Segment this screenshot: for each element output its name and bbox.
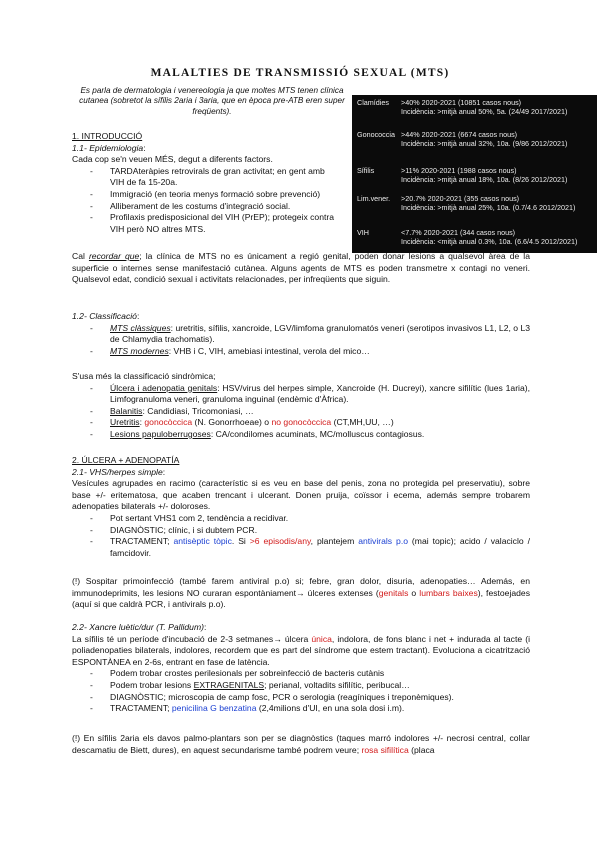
subsection-heading: 1.2- Classificació (72, 311, 137, 321)
text-run: , indolora, de fons blanc i net + indurada al tacte (i poliadenopaties bilaterals, indolores, recordem que es part del síndrome que estem tractant). Evoluciona a cicatrització ESPONTÀNEA en 2-6s, entrant en fase de latència. (72, 633, 530, 667)
section-classificacio (72, 311, 530, 357)
term-text: : uretritis, sífilis, xancroide, LGV/limfoma granulomatós veneri (serotipos invasivos L1, L2, o L3 de Chlamydia trachomatis). (110, 322, 530, 345)
stat-incidence: Incidència: <mitjà anual 0.3%, 10a. (6.6/4.5 2012/2021) (401, 237, 578, 246)
list-item: - DIAGNÒSTIC; clínic, i si dubtem PCR. (90, 525, 530, 537)
term-label: Úlcera i adenopatia genitals (110, 382, 218, 393)
text-run: TRACTAMENT; (110, 536, 174, 547)
text-run: ), festoejades (aquí si que caldrà PCR, i antivirals p.o). (72, 587, 531, 610)
section-heading: 1. INTRODUCCIÓ (72, 131, 143, 141)
list-item: - TARDAteràpies retrovirals de gran activitat; en gent amb VIH de fa 15-20a. (90, 166, 337, 189)
section-xancre (72, 622, 530, 715)
text-run: La sífilis té un període d'incubació de 2-3 setmanes→ úlcera (72, 633, 312, 644)
text-run: (mai topic); acido / valaciclo / famcidovir. (110, 536, 530, 558)
term-text: : Candidiasi, Tricomoniasi, … (142, 405, 254, 416)
term-text: : CA/condilomes acuminats, MC/molluscus contagiosus. (210, 428, 425, 439)
intro-note: Es parla de dermatologia i venereologia ja que moltes MTS tenen clínica cutanea (sobretot la sífilis 2aria i 3aria, que en època pre-ATB eren super freqüents). (79, 86, 345, 116)
subsection-heading: 2.1- VHS/herpes simple (72, 466, 163, 477)
stat-name: Clamídies (357, 98, 389, 107)
syndromic-classification (72, 371, 530, 441)
document-title: MALALTIES DE TRANSMISSIÓ SEXUAL (MTS) (150, 67, 450, 79)
epidemiology-stats-box (352, 95, 597, 253)
highlight-red: rosa sifilítica (361, 744, 409, 755)
text-run: o (408, 587, 420, 598)
list-item (90, 536, 530, 559)
highlight-red: >6 episodis/any (249, 536, 311, 547)
highlight-red: genitals (378, 587, 409, 598)
section-introduccio (72, 131, 337, 235)
list-item (90, 406, 530, 418)
section-ulcera-adenopatia (72, 455, 530, 559)
list-item (90, 429, 530, 441)
text-run: Cal (72, 251, 89, 261)
list-item: - Alliberament de les costums d'integració social. (90, 201, 337, 213)
subsection-heading: 2.2- Xancre luètic/dur (T. Pallidum) (72, 622, 204, 632)
term-text: : HSV/virus del herpes simple, Xancroide (H. Ducreyi), xancre sifilític (lues 1aria), Limfogranuloma veneri, granuloma inguinal (endèmic d'Àfrica). (110, 382, 530, 405)
text-run: (placa (408, 744, 435, 755)
stat-line: >11% 2020-2021 (1988 casos nous) (401, 166, 517, 175)
text-run: . Si (231, 536, 250, 547)
heading-colon: : (136, 311, 140, 321)
term-label: MTS clàssiques (110, 322, 171, 333)
text-run: (!) Sospitar primoinfecció (també farem antiviral p.o) si; febre, gran dolor, disuria, adenopaties… Además, en immunodeprimits, les lesions NO curaran espontàniament→ úlceres extenses ( (72, 576, 530, 598)
stat-incidence: Incidència: >mitjà anual 25%, 10a. (0.7/4.6 2012/2021) (401, 203, 576, 212)
stat-name: Gonococcia (357, 130, 395, 139)
classic-modern-list (72, 323, 530, 358)
subsection-heading: 1.1- Epidemiologia (72, 142, 144, 153)
stat-incidence: Incidència: >mitjà anual 50%, 5a. (24/49 2017/2021) (401, 107, 568, 116)
term-label: MTS modernes (110, 345, 169, 356)
text-run: : (139, 417, 145, 428)
list-item (90, 703, 530, 715)
list-item: - Pot sertant VHS1 com 2, tendència a recidivar. (90, 513, 530, 525)
heading-colon: : (143, 142, 146, 153)
paragraph: Vesícules agrupades en racimo (característic si es veu en base del penis, zona no protegida pel preservatiu), sobre base +/- eritematosa, que acaben trencant i ulcerant. Donen pruija, coïssor i ecema, además sempre trobarem adenopaties bilaterals +/- doloroses. (72, 478, 530, 512)
lead-sentence: Cada cop se'n veuen MÉS, degut a diferents factors. (72, 154, 273, 165)
syndromes-list (72, 383, 530, 441)
stat-line: <7.7% 2020-2021 (344 casos nous) (401, 228, 516, 237)
recall-paragraph (72, 251, 530, 286)
lead-sentence: S'usa més la classificació sindròmica; (72, 371, 216, 381)
stat-line: >20.7% 2020-2021 (355 casos nous) (401, 194, 520, 203)
highlight-red: única (311, 633, 332, 644)
text-run: ; la clínica de MTS no es únicament a regió genital, poden donar lesions a qualsevol àrea de la superficie o internes sense manifestació cutànea. Alguns agents de MTS es poden transmetre x contagi no veneri. Qualsevol edat, condició sexual i activitats relacionades, per infreqüents que siguin. (72, 251, 530, 285)
list-item (90, 346, 530, 358)
paragraph (72, 634, 530, 669)
term-text: : VHB i C, VIH, amebiasi intestinal, verola del mico… (168, 345, 370, 356)
list-item: - Profilaxis predisposicional del VIH (PrEP); protegeix contra VIH però NO altres MTS. (90, 212, 337, 235)
term-label: Balanitis (110, 405, 143, 416)
underlined-term: EXTRAGENITALS (193, 679, 265, 690)
warning-primoinfeccio (72, 576, 530, 611)
text-run: TRACTAMENT; (110, 703, 172, 714)
list-item (90, 383, 530, 406)
term-label: Uretritis (110, 417, 140, 428)
text-run: , plantejem (310, 536, 359, 547)
text-run: (CT,MH,UU, …) (331, 417, 394, 428)
section-heading: 2. ÚLCERA + ADENOPATÍA (72, 455, 180, 465)
highlight-blue: penicilina G benzatina (171, 703, 257, 714)
heading-colon: : (204, 622, 207, 632)
stat-name: VIH (357, 228, 369, 237)
stat-line: >44% 2020-2021 (6674 casos nous) (401, 130, 518, 139)
recall-keyword: recordar que (88, 251, 140, 261)
factors-list (72, 166, 337, 236)
stat-incidence: Incidència: >mitjà anual 32%, 10a. (9/86 2012/2021) (401, 139, 568, 148)
herpes-list (72, 513, 530, 559)
warning-sifilis-secundaria (72, 733, 530, 756)
stat-name: Lim.vener. (357, 194, 391, 203)
list-item (90, 680, 530, 692)
heading-colon: : (162, 466, 166, 477)
highlight-red: no gonocòccica (271, 417, 332, 428)
list-item: - Immigració (en teoria menys formació sobre prevenció) (90, 189, 337, 201)
text-run: (!) En sífilis 2aria els davos palmo-plantars son per se diagnòstics (taques marró indolores +/- necrosi central, collar descamatiu de Biett, dures), en aquest secundarisme també podrem veure; (72, 733, 530, 755)
list-item: - Podem trobar crostes perilesionals per sobreinfecció de bacteris cutànis (90, 668, 530, 680)
text-run: ; perianal, voltadits sifilític, peribucal… (264, 679, 410, 690)
list-item (90, 323, 530, 346)
term-label: Lesions papuloberrugoses (110, 428, 211, 439)
highlight-blue: antisèptic tòpic (173, 536, 232, 547)
syphilis-list (72, 668, 530, 714)
list-item (90, 417, 530, 429)
text-run: (2,4milions d'UI, en una sola dosi i.m). (256, 703, 405, 714)
stat-line: >40% 2020-2021 (10851 casos nous) (401, 98, 522, 107)
highlight-blue: antivirals p.o (358, 536, 408, 547)
stat-incidence: Incidència: >mitjà anual 18%, 10a. (8/26 2012/2021) (401, 175, 568, 184)
stat-name: Sífilis (357, 166, 375, 175)
text-run: (N. Gonorrhoeae) o (192, 417, 272, 428)
text-run: Podem trobar lesions (110, 679, 194, 690)
list-item: - DIAGNÒSTIC; microscopia de camp fosc, PCR o serologia (reagíniques i treponèmiques). (90, 692, 530, 704)
highlight-red: lumbars baixes (419, 587, 478, 598)
highlight-red: gonocòccica (144, 417, 193, 428)
